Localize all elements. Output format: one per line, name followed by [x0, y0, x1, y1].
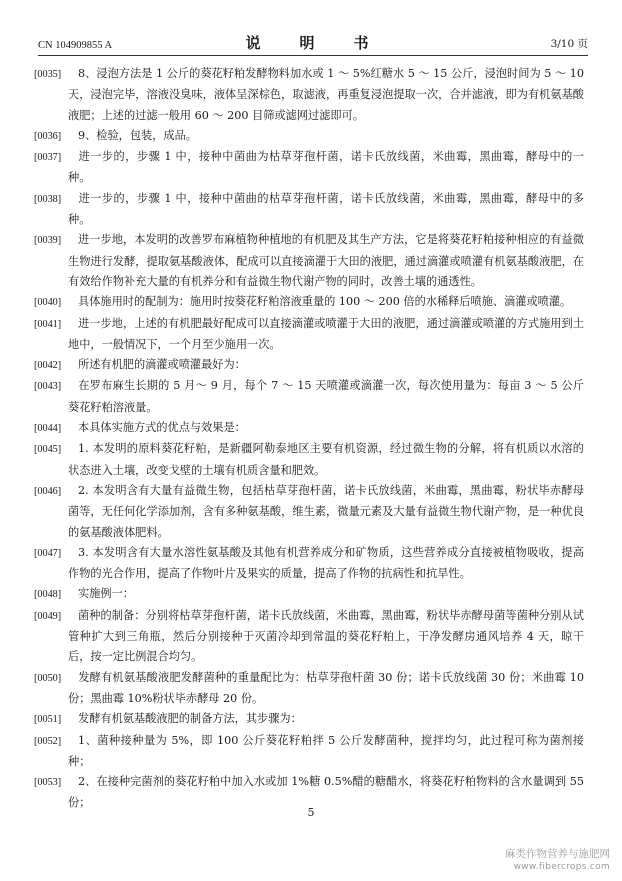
paragraph-number: [0037] [34, 152, 62, 164]
paragraph-text: 9、检验，包装，成品。 [78, 128, 197, 142]
page-header [38, 33, 588, 56]
paragraph-number: [0047] [34, 547, 62, 559]
paragraph [34, 668, 584, 710]
paragraph-number: [0053] [34, 777, 62, 789]
paragraph-text: 进一步地，上述的有机肥最好配成可以直接滴灌或喷灌于大田的液肥，通过滴灌或喷灌的方式施用到土地中，一般情况下，一个月至少施用一次。 [68, 316, 584, 351]
paragraph-number: [0050] [34, 672, 62, 684]
paragraph-number: [0038] [34, 193, 62, 205]
paragraph [34, 481, 584, 543]
paragraph-text: 进一步地，本发明的改善罗布麻植物种植地的有机肥及其生产方法，它是将葵花籽粕接种相应的有益微生物进行发酵，提取氨基酸液体，配成可以直接滴灌于大田的液肥，通过滴灌或喷灌有机氨基酸液肥，在有效给作物补充大量的有机养分和有益微生物代谢产物的同时，改善土壤的通透性。 [68, 233, 584, 288]
paragraph-text: 具体施用时的配制为：施用时按葵花籽粕溶液重量的 100 ～ 200 倍的水稀释后喷施、滴灌或喷灌。 [78, 295, 572, 309]
paragraph-number: [0049] [34, 610, 62, 622]
watermark [505, 848, 610, 874]
paragraph [34, 376, 584, 418]
paragraph [34, 64, 584, 126]
paragraph-text: 实施例一： [78, 587, 134, 601]
paragraph-number: [0052] [34, 735, 62, 747]
paragraph [34, 418, 584, 439]
paragraph-text: 1. 本发明的原料葵花籽粕，是新疆阿勒泰地区主要有机资源，经过微生物的分解，将有机质以水溶的状态进入土壤，改变戈壁的土壤有机质含量和肥效。 [68, 442, 584, 477]
paragraph-text: 1、菌种接种量为 5%，即 100 公斤葵花籽粕拌 5 公斤发酵菌种，搅拌均匀，此过程可称为菌剂接种； [68, 733, 584, 768]
paragraph-number: [0051] [34, 714, 62, 726]
paragraph-number: [0039] [34, 235, 62, 247]
document-title: 说 明 书 [245, 34, 381, 52]
paragraph [34, 355, 584, 376]
paragraph [34, 230, 584, 292]
paragraph-text: 进一步的，步骤 1 中，接种中菌曲的枯草芽孢杆菌，诺卡氏放线菌，米曲霉，黑曲霉，酵母中的多种。 [68, 191, 584, 227]
paragraph [34, 189, 584, 231]
paragraph-number: [0040] [34, 297, 62, 309]
paragraph [34, 731, 584, 773]
paragraph-text: 进一步的，步骤 1 中，接种中菌曲为枯草芽孢杆菌，诺卡氏放线菌，米曲霉，黑曲霉，酵母中的一种。 [68, 150, 584, 185]
document-body [34, 64, 584, 814]
paragraph-number: [0036] [34, 130, 62, 142]
page-number: 5 [307, 806, 315, 819]
paragraph-text: 2. 本发明含有大量有益微生物，包括枯草芽孢杆菌，诺卡氏放线菌，米曲霉，黑曲霉，粉状毕赤酵母菌等，无任何化学添加剂，含有多种氨基酸，维生素，微量元素及大量有益微生物代谢产物，是一种优良的氨基酸液体肥料。 [68, 483, 584, 539]
paragraph [34, 439, 584, 481]
paragraph-text: 8、浸泡方法是 1 公斤的葵花籽粕发酵物料加水或 1 ～ 5%红糖水 5 ～ 15 公斤，浸泡时间为 5 ～ 10 天，浸泡完毕，溶液没臭味，液体呈深棕色，取滤液，再重复浸泡提取一次，合并滤液，即为有机氨基酸液肥；上述的过滤一般用 60 ～ 200 目筛或滤网过滤即可。 [68, 67, 584, 122]
patent-number: CN 104909855 A [38, 40, 113, 51]
paragraph [34, 314, 584, 356]
paragraph-text: 在罗布麻生长期的 5 月～ 9 月，每个 7 ～ 15 天喷灌或滴灌一次，每次使用量为：每亩 3 ～ 5 公斤葵花籽粕溶液量。 [68, 379, 584, 414]
paragraph-number: [0045] [34, 444, 62, 456]
paragraph-number: [0043] [34, 381, 62, 393]
paragraph-text: 3. 本发明含有大量水溶性氨基酸及其他有机营养成分和矿物质，这些营养成分直接被植物吸收，提高作物的光合作用，提高了作物叶片及果实的质量，提高了作物的抗病性和抗旱性。 [68, 545, 584, 581]
paragraph-number: [0035] [34, 69, 62, 80]
paragraph-text: 2、在接种完菌剂的葵花籽粕中加入水或加 1%糖 0.5%醋的糖醋水，将葵花籽粕物料的含水量调到 55 份； [68, 775, 584, 810]
page-indicator: 3/10 页 [550, 38, 588, 50]
paragraph [34, 709, 584, 730]
watermark-text: 麻类作物营养与施肥网 [505, 848, 610, 860]
paragraph-text: 发酵有机氨基酸液肥发酵菌种的重量配比为：枯草芽孢杆菌 30 份；诺卡氏放线菌 30 份；米曲霉 10 份；黑曲霉 10%粉状毕赤酵母 20 份。 [68, 670, 584, 705]
paragraph-number: [0041] [34, 318, 62, 330]
paragraph [34, 147, 584, 189]
paragraph [34, 292, 584, 313]
paragraph-text: 本具体实施方式的优点与效果是： [78, 421, 246, 435]
paragraph-number: [0046] [34, 485, 62, 497]
paragraph-number: [0048] [34, 589, 62, 601]
paragraph [34, 584, 584, 605]
paragraph [34, 126, 584, 147]
paragraph [34, 606, 584, 668]
watermark-url: www.fibercrops.com [513, 862, 610, 872]
paragraph-text: 所述有机肥的滴灌或喷灌最好为： [78, 358, 246, 372]
paragraph-number: [0044] [34, 423, 62, 435]
paragraph [34, 543, 584, 585]
paragraph-text: 发酵有机氨基酸液肥的制备方法，其步骤为： [78, 712, 302, 726]
paragraph-text: 菌种的制备：分别将枯草芽孢杆菌，诺卡氏放线菌，米曲霉，黑曲霉，粉状毕赤酵母菌等菌种分别从试管种扩大到三角瓶，然后分别接种于灭菌冷却到常温的葵花籽粕上，干净发酵房通风培养 4 天，晾干后，按一定比例混合均匀。 [68, 608, 584, 664]
paragraph-number: [0042] [34, 360, 62, 372]
